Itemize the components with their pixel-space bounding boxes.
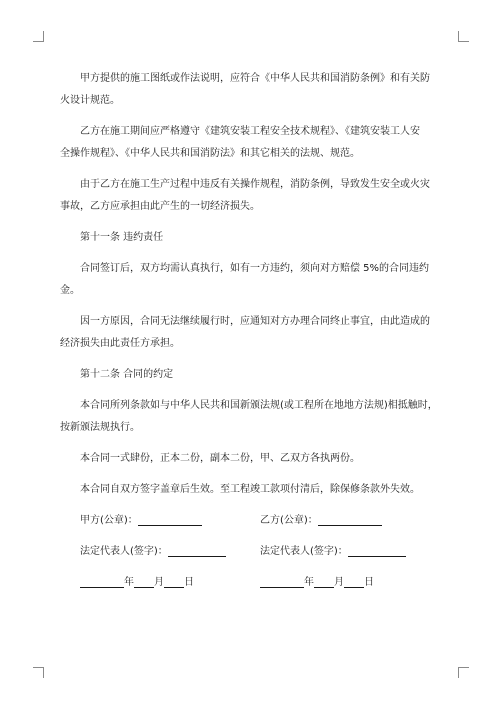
paragraph-line: 由于乙方在施工生产过程中违反有关操作规程，消防条例，导致发生安全或火灾: [80, 179, 430, 190]
paragraph-copies: [60, 448, 440, 470]
paragraph-line: 全操作规程》、《中华人民共和国消防法》和其它相关的法规、规范。: [60, 148, 360, 159]
crop-mark-top-right: [458, 31, 469, 42]
party-a-seal: [60, 510, 260, 532]
month-label: 月: [334, 577, 344, 588]
rep-b-signature-blank[interactable]: [348, 544, 406, 557]
paragraph-line: 合同签订后，双方均需认真执行，如有一方违约，须向对方赔偿 5%的合同违约: [80, 263, 430, 274]
paragraph-line: 甲方提供的施工图纸或作法说明，应符合《中华人民共和国消防条例》和有关防: [80, 73, 430, 84]
paragraph-line: 本合同一式肆份，正本二份，副本二份，甲、乙双方各执两份。: [80, 453, 360, 464]
party-b-seal: [260, 510, 440, 532]
paragraph-line: 本合同所列条款如与中华人民共和国新颁法规(或工程所在地地方法规)相抵触时，: [80, 400, 438, 411]
year-label: 年: [304, 577, 314, 588]
paragraph-line: 乙方在施工期间应严格遵守《建筑安装工程安全技术规程》、《建筑安装工人安: [80, 126, 420, 137]
section-heading: 第十二条 合同的约定: [80, 369, 174, 380]
party-a-representative: [60, 541, 260, 563]
rep-b-label: 法定代表人(签字)：: [260, 546, 348, 557]
paragraph-line: 因一方原因，合同无法继续履行时，应通知对方办理合同终止事宜，由此造成的: [80, 316, 430, 327]
paragraph-liability: [60, 174, 440, 218]
party-b-date: [260, 572, 440, 594]
day-blank[interactable]: [164, 575, 184, 588]
paragraph-safety-rules: [60, 121, 440, 165]
rep-a-label: 法定代表人(签字)：: [80, 546, 168, 557]
crop-mark-bottom-left: [33, 667, 44, 678]
paragraph-termination: [60, 311, 440, 355]
date-row: [60, 572, 440, 594]
month-blank[interactable]: [134, 575, 154, 588]
party-b-representative: [260, 541, 440, 563]
party-a-seal-blank[interactable]: [138, 513, 202, 526]
paragraph-line: 火设计规范。: [60, 95, 120, 106]
paragraph-breach-penalty: [60, 258, 440, 302]
paragraph-line: 经济损失由此责任方承担。: [60, 338, 180, 349]
day-label: 日: [364, 577, 374, 588]
article-12-heading: [60, 364, 440, 386]
section-heading: 第十一条 违约责任: [80, 232, 164, 243]
crop-mark-bottom-right: [458, 667, 469, 678]
paragraph-law-conflict: [60, 395, 440, 439]
rep-a-signature-blank[interactable]: [168, 544, 226, 557]
year-label: 年: [124, 577, 134, 588]
year-blank[interactable]: [80, 575, 124, 588]
month-label: 月: [154, 577, 164, 588]
seal-row: [60, 510, 440, 532]
paragraph-line: 金。: [60, 285, 80, 296]
paragraph-line: 本合同自双方签字盖章后生效。至工程竣工款项付清后，除保修条款外失效。: [80, 484, 420, 495]
paragraph-line: 按新颁法规执行。: [60, 422, 140, 433]
day-blank[interactable]: [344, 575, 364, 588]
paragraph-line: 事故，乙方应承担由此产生的一切经济损失。: [60, 201, 260, 212]
paragraph-fire-design: [60, 68, 440, 112]
representative-row: [60, 541, 440, 563]
party-a-date: [60, 572, 260, 594]
party-b-seal-blank[interactable]: [318, 513, 382, 526]
month-blank[interactable]: [314, 575, 334, 588]
document-body: [60, 68, 440, 594]
paragraph-effective: [60, 479, 440, 501]
day-label: 日: [184, 577, 194, 588]
crop-mark-top-left: [33, 31, 44, 42]
party-b-label: 乙方(公章)：: [260, 515, 318, 526]
article-11-heading: [60, 227, 440, 249]
party-a-label: 甲方(公章)：: [80, 515, 138, 526]
year-blank[interactable]: [260, 575, 304, 588]
